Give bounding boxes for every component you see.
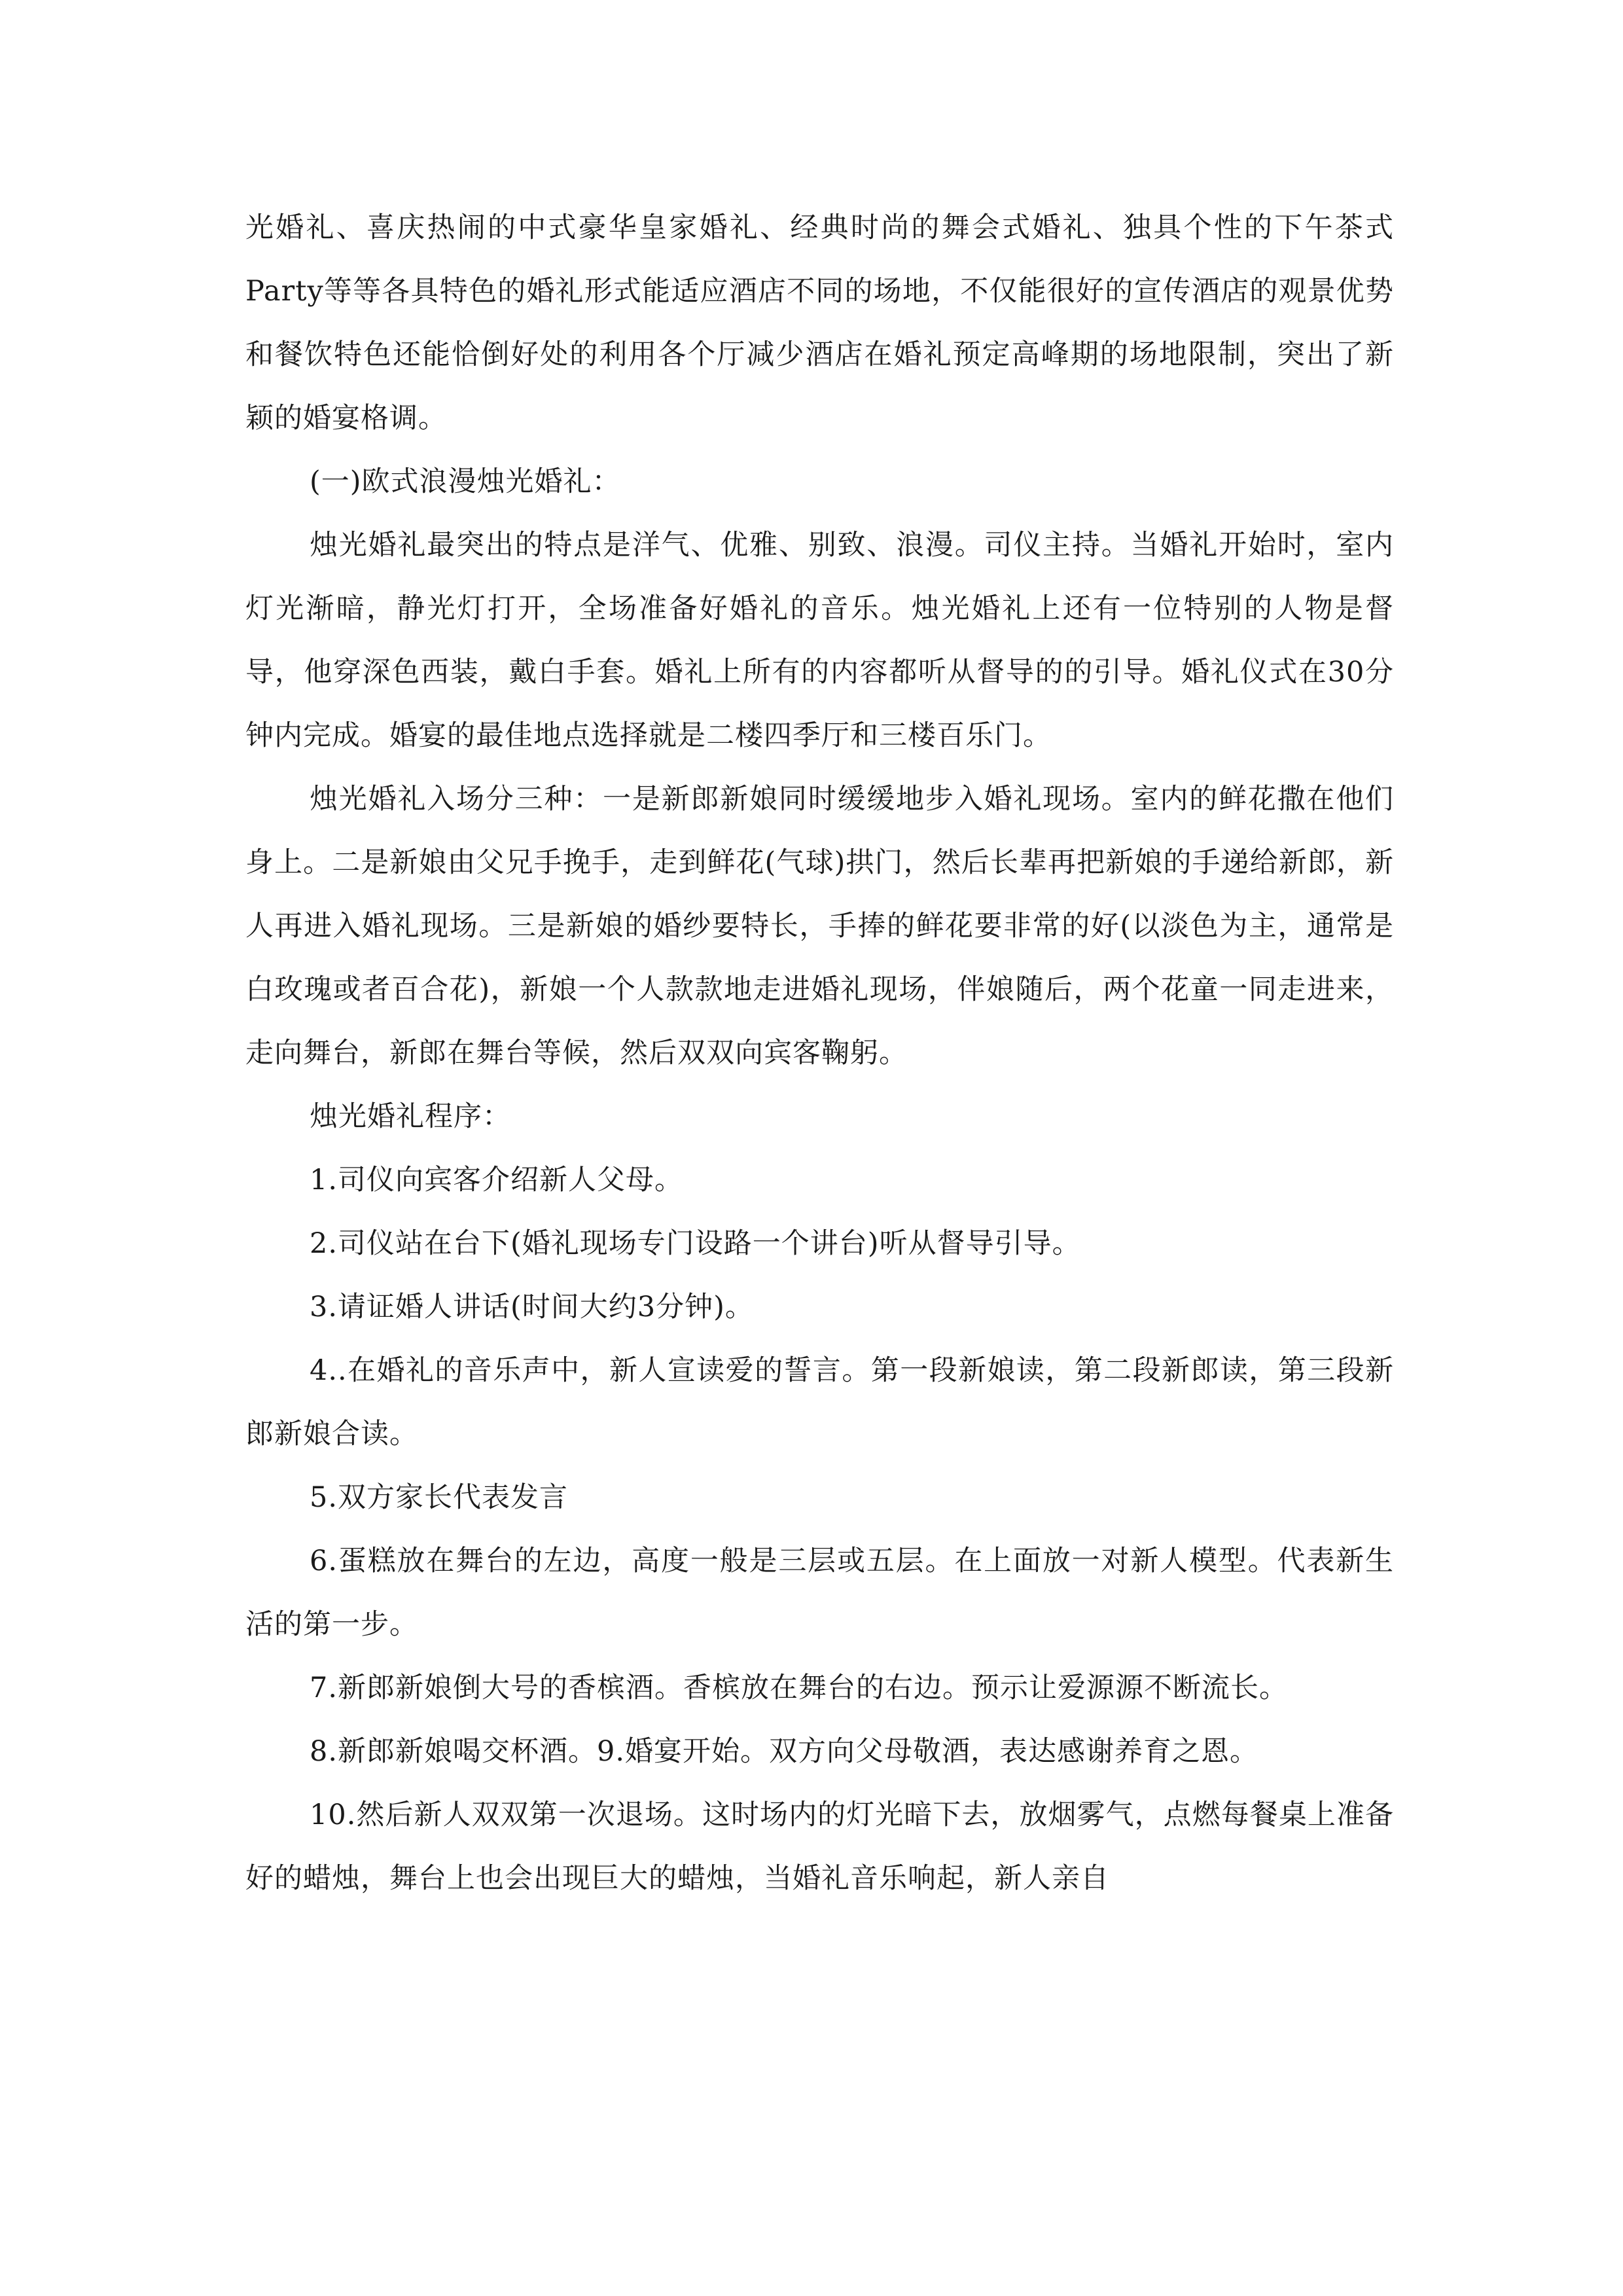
procedure-step-3: 3.请证婚人讲话(时间大约3分钟)。 xyxy=(310,1291,754,1323)
procedure-step-6: 6.蛋糕放在舞台的左边，高度一般是三层或五层。在上面放一对新人模型。代表新生活的第一步。 xyxy=(245,1545,1394,1641)
paragraph-intro-continued: 光婚礼、喜庆热闹的中式豪华皇家婚礼、经典时尚的舞会式婚礼、独具个性的下午茶式Party等等各具特色的婚礼形式能适应酒店不同的场地，不仅能很好的宣传酒店的观景优势和餐饮特色还能恰倒好处的利用各个厅减少酒店在婚礼预定高峰期的场地限制，突出了新颖的婚宴格调。 xyxy=(245,211,1394,435)
procedure-step-8-9: 8.新郎新娘喝交杯酒。9.婚宴开始。双方向父母敬酒，表达感谢养育之恩。 xyxy=(310,1735,1259,1768)
procedure-heading: 烛光婚礼程序： xyxy=(310,1100,511,1133)
procedure-step-1: 1.司仪向宾客介绍新人父母。 xyxy=(310,1164,684,1196)
section-heading-candlelight-wedding: (一)欧式浪漫烛光婚礼： xyxy=(310,465,621,498)
paragraph-candlelight-features: 烛光婚礼最突出的特点是洋气、优雅、别致、浪漫。司仪主持。当婚礼开始时，室内灯光渐暗，静光灯打开，全场准备好婚礼的音乐。烛光婚礼上还有一位特别的人物是督导，他穿深色西装，戴白手套。婚礼上所有的内容都听从督导的的引导。婚礼仪式在30分钟内完成。婚宴的最佳地点选择就是二楼四季厅和三楼百乐门。 xyxy=(245,529,1394,752)
document-body xyxy=(245,196,1394,1910)
procedure-step-10: 10.然后新人双双第一次退场。这时场内的灯光暗下去，放烟雾气，点燃每餐桌上准备好的蜡烛，舞台上也会出现巨大的蜡烛，当婚礼音乐响起，新人亲自 xyxy=(245,1799,1394,1895)
procedure-step-5: 5.双方家长代表发言 xyxy=(310,1481,569,1514)
procedure-step-2: 2.司仪站在台下(婚礼现场专门设路一个讲台)听从督导引导。 xyxy=(310,1227,1081,1260)
paragraph-entrance-types: 烛光婚礼入场分三种：一是新郎新娘同时缓缓地步入婚礼现场。室内的鲜花撒在他们身上。二是新娘由父兄手挽手，走到鲜花(气球)拱门，然后长辈再把新娘的手递给新郎，新人再进入婚礼现场。三是新娘的婚纱要特长，手捧的鲜花要非常的好(以淡色为主，通常是白玫瑰或者百合花)，新娘一个人款款地走进婚礼现场，伴娘随后，两个花童一同走进来，走向舞台，新郎在舞台等候，然后双双向宾客鞠躬。 xyxy=(245,783,1394,1069)
procedure-step-4: 4..在婚礼的音乐声中，新人宣读爱的誓言。第一段新娘读，第二段新郎读，第三段新郎新娘合读。 xyxy=(245,1354,1394,1450)
procedure-step-7: 7.新郎新娘倒大号的香槟酒。香槟放在舞台的右边。预示让爱源源不断流长。 xyxy=(310,1672,1289,1704)
